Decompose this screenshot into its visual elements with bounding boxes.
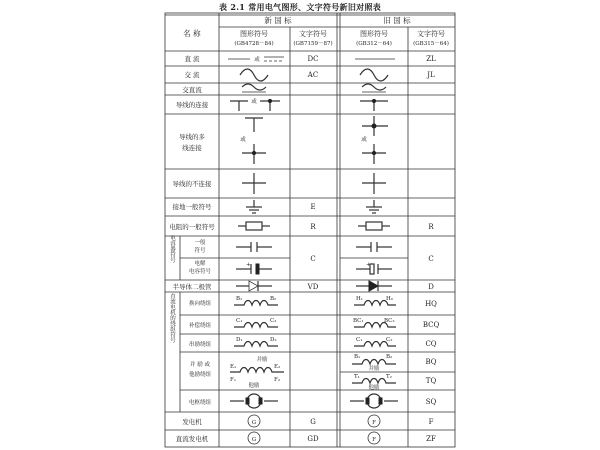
row-ac [184,69,435,81]
label-e2: E₂ [274,364,281,370]
header-new-letter: 文字符号 [299,30,327,38]
capacitor-group-label: 电容器符号 [169,235,175,263]
note-shunt: 并励 [368,366,380,372]
new-letter: GD [307,435,319,443]
note-separate: 他励 [368,385,380,391]
label-f1: F₁ [230,377,237,383]
old-letter: JL [427,71,435,79]
label-a: H₁ [356,296,364,302]
row-acdc [182,84,386,94]
header-new-letter-std: (GB7159－87) [293,41,333,47]
note-shunt: 并励 [256,357,268,363]
diode-old-symbol [356,281,392,291]
cross-old-symbol [362,173,386,194]
header-new-group: 新 国 标 [264,16,292,25]
old-letter: R [428,223,434,231]
old-letter: F [428,418,434,426]
cross-new-symbol [242,173,266,194]
row-name: 电枢绕组 [188,400,212,406]
multiwire-old-symbol [361,116,388,164]
capacitor-new-symbol [236,242,272,252]
row-diode [173,281,435,291]
label-b: D₂ [270,337,277,343]
header-name: 名 称 [183,29,201,38]
or-note: 或 [361,137,367,143]
sub2-line1: 电解 [194,261,206,267]
header-new-symbol-std: (GB4728－84) [234,41,274,47]
old-letter-separate: TQ [425,377,437,385]
armature-new-symbol [230,394,278,408]
row-name-line1: 导线的多 [179,133,205,141]
electrolytic-old-symbol [356,262,392,274]
label-a: BC₁ [353,318,364,324]
row-name: 补偿绕组 [188,323,212,329]
label-a: B₁ [236,296,243,302]
motor-winding-group [169,292,439,408]
label-b: BC₂ [384,318,395,324]
label-a: D₁ [236,337,243,343]
circle-letter: G [251,437,257,443]
row-name: 接地一般符号 [172,203,212,211]
label-b: C₂ [270,318,277,324]
new-letter: DC [307,55,319,63]
old-letter: ZF [426,435,436,443]
row-name: 交 流 [184,71,200,79]
acdc-old-wave [362,84,386,90]
row-name: 换向绕组 [188,301,212,307]
row-compensating-winding [189,318,439,329]
label-t1: T₁ [354,374,360,380]
row-name: 交直流 [182,86,202,94]
new-letter: E [310,203,316,211]
row-wire-cross [173,173,387,194]
old-letter: BCQ [422,321,440,329]
svg-text:+: + [246,262,251,268]
row-name: 发电机 [182,418,202,426]
armature-old-symbol [350,394,398,408]
or-note: 或 [240,137,246,143]
table-caption: 表 2.1 常用电气图形、文字符号新旧对照表 [218,2,382,12]
header-old-symbol: 图形符号 [360,30,388,38]
ground-new-symbol [246,200,262,213]
row-resistor [169,222,434,231]
row-dc-generator [176,432,436,444]
new-letter: G [310,418,316,426]
note-separate: 他励 [248,383,260,389]
label-b: B₂ [270,296,277,302]
circle-letter: F [372,420,376,426]
sub1-line2: 符号 [194,248,206,254]
row-ground [173,200,383,213]
new-letter: C [310,255,316,263]
row-name: 电阻的一般符号 [169,223,215,231]
header-new-symbol: 图形符号 [240,30,268,38]
header-old-letter-std: (GB315－64) [413,41,449,47]
row-name: 直 流 [184,55,200,63]
resistor-new-symbol [238,222,270,230]
row-capacitor [169,234,434,275]
row-name-line2: 线连接 [182,144,202,152]
or-note: 或 [251,99,257,105]
label-e1: E₁ [230,364,237,370]
junction-new-symbol [230,97,280,111]
old-letter: SQ [425,398,437,406]
new-letter: AC [307,71,319,79]
ac-new-symbol [240,69,268,81]
row-name-line2: 他励绕组 [188,372,212,378]
row-name: 半导体二极管 [172,283,212,291]
new-letter: R [310,223,316,231]
label-b1: B₁ [354,354,361,360]
ground-old-symbol [366,200,382,213]
label-b: H₂ [386,296,394,302]
ac-old-symbol [360,69,388,81]
capacitor-old-symbol [356,242,392,252]
row-dc [184,54,436,63]
row-name-line1: 并 励 或 [190,362,210,368]
label-f2: F₂ [274,377,281,383]
acdc-new-wave [242,84,266,90]
label-b: C₂ [386,337,393,343]
winding-old-shunt [352,360,396,365]
old-letter: C [428,255,434,263]
row-series-winding [189,337,437,348]
old-letter-shunt: BQ [425,358,437,366]
resistor-old-symbol [358,222,390,230]
header-old-group: 旧 国 标 [383,16,411,25]
electrolytic-new-symbol [236,262,272,274]
circle-letter: F [372,437,376,443]
label-a: C₁ [236,318,243,324]
multiwire-new-symbol [240,118,266,164]
label-b2: B₂ [386,354,393,360]
row-multiwire [179,116,388,164]
row-generator [182,415,433,427]
row-wire-junction [176,97,388,111]
circle-letter: G [251,420,257,426]
or-note: 或 [254,57,260,63]
row-name: 导线的连接 [175,101,209,109]
dc-symbol [228,55,284,63]
sub2-line2: 电容符号 [188,269,212,275]
svg-text:+: + [366,262,371,268]
header-old-symbol-std: (GB312－64) [356,41,392,47]
row-name: 导线的不连接 [172,180,212,188]
row-name: 直流发电机 [175,435,209,443]
label-t2: T₂ [386,374,392,380]
junction-old-symbol [360,99,388,111]
old-letter: ZL [426,55,436,63]
old-letter: CQ [425,340,437,348]
row-armature-winding [189,394,437,408]
header-old-letter: 文字符号 [417,30,445,38]
new-letter: VD [307,283,319,291]
row-name: 串励绕组 [188,342,212,348]
row-commutating-winding [189,296,437,308]
row-shunt-winding [189,354,437,391]
motor-group-label: 直流电机的绕组符号 [169,293,175,343]
old-letter: D [428,283,434,291]
old-letter: HQ [425,300,437,308]
diode-new-symbol [236,281,272,291]
label-a: C₁ [356,337,363,343]
sub1-line1: 一般 [194,240,206,246]
